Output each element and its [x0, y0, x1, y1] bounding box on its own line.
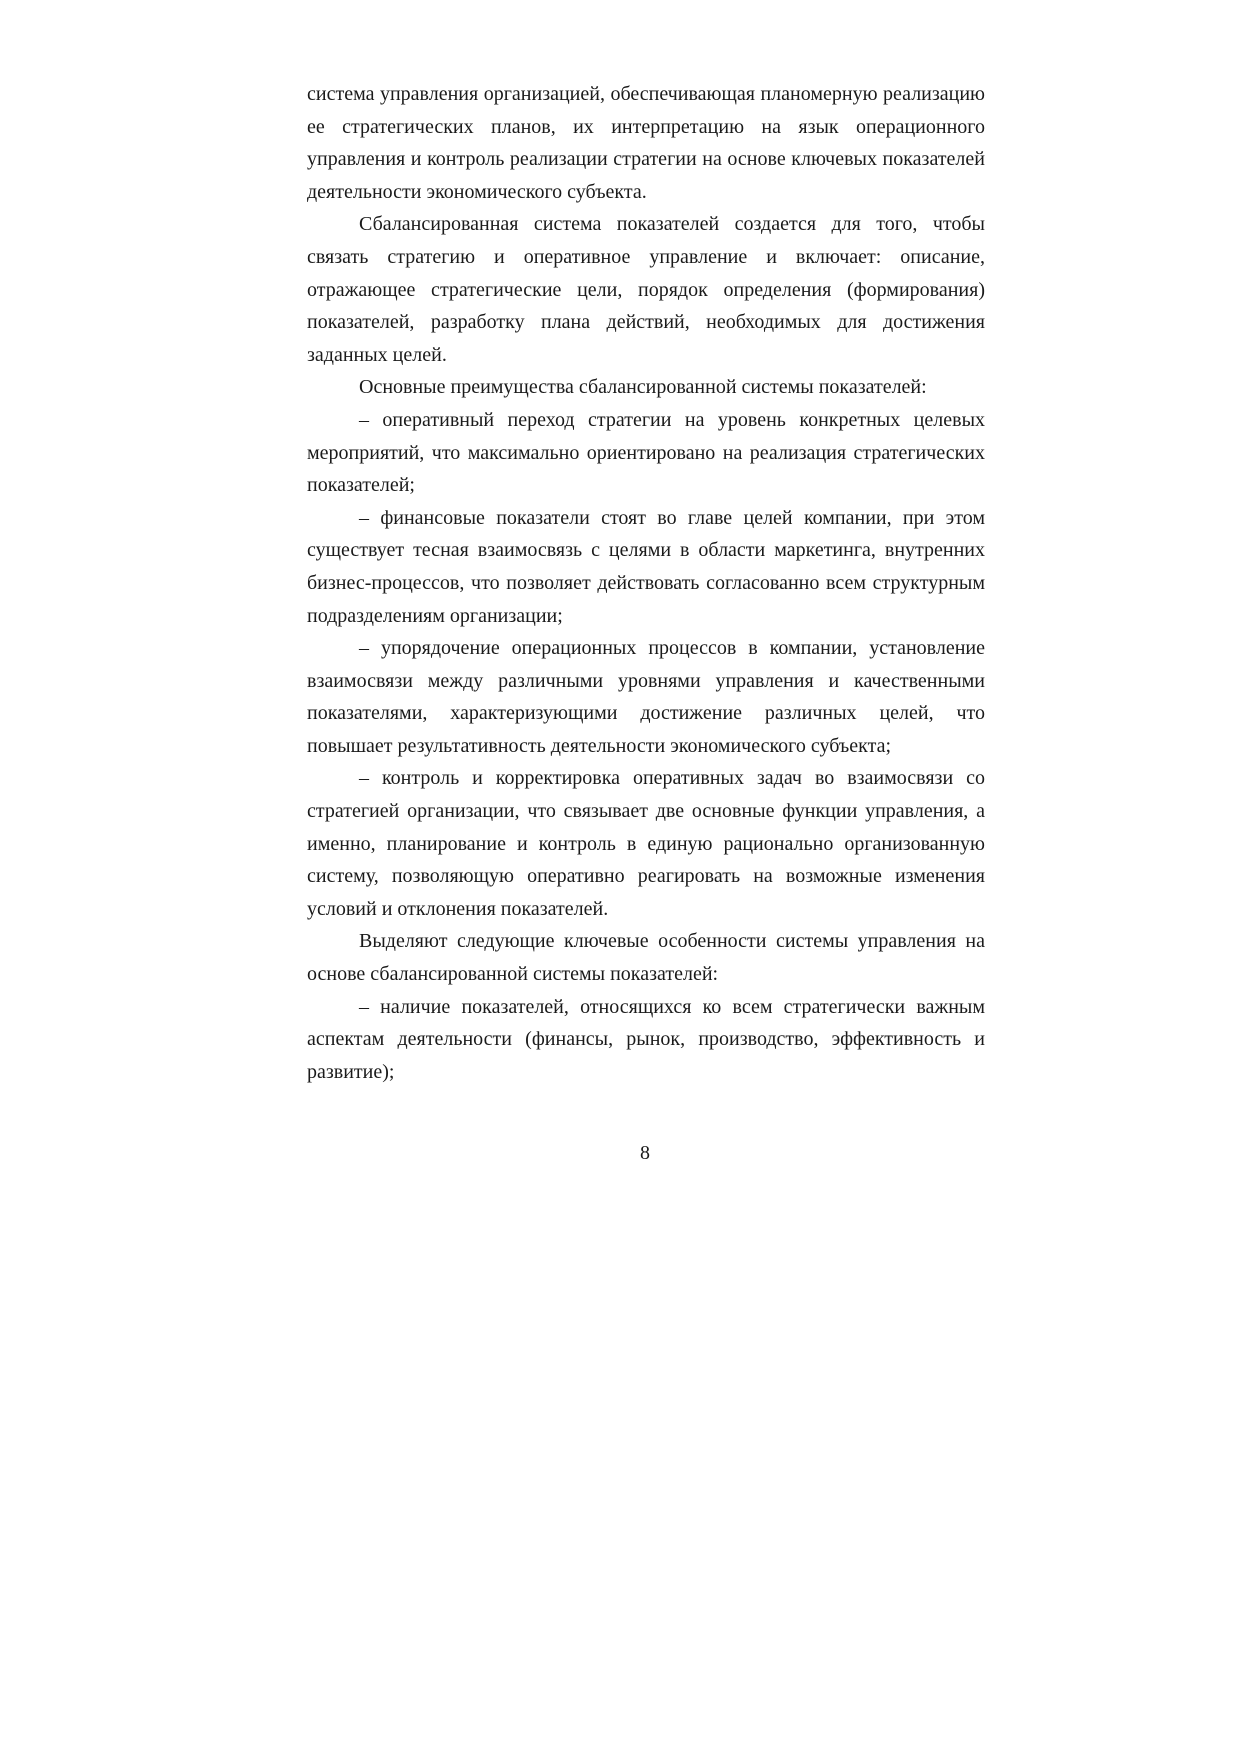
list-item-advantage-2: – финансовые показатели стоят во главе целей компании, при этом существует тесная взаимосвязь с целями в области маркетинга, внутренних бизнес-процессов, что позволяет действовать согласованно всем структурным подразделениям организации; — [307, 506, 985, 627]
paragraph-advantages-heading: Основные преимущества сбалансированной системы показателей: — [359, 376, 927, 399]
list-item-advantage-1: – оперативный переход стратегии на уровень конкретных целевых мероприятий, что максимально ориентировано на реализация стратегических показателей; — [307, 408, 985, 497]
paragraph-bsc-definition: Сбалансированная система показателей создается для того, чтобы связать стратегию и оперативное управление и включает: описание, отражающее стратегические цели, порядок определения (формирования) показателей, разработку плана действий, необходимых для достижения заданных целей. — [307, 213, 985, 366]
list-item-advantage-4: – контроль и корректировка оперативных задач во взаимосвязи со стратегией организации, что связывает две основные функции управления, а именно, планирование и контроль в единую рационально организованную систему, позволяющую оперативно реагировать на возможные изменения условий и отклонения показателей. — [307, 767, 985, 920]
paragraph-features-heading: Выделяют следующие ключевые особенности системы управления на основе сбалансированной системы показателей: — [307, 930, 985, 986]
body-text — [307, 78, 985, 1088]
list-item-advantage-3: – упорядочение операционных процессов в компании, установление взаимосвязи между различными уровнями управления и качественными показателями, характеризующими достижение различных целей, что повышает результативность деятельности экономического субъекта; — [307, 637, 985, 757]
paragraph-continuation: система управления организацией, обеспечивающая планомерную реализацию ее стратегических планов, их интерпретацию на язык операционного управления и контроль реализации стратегии на основе ключевых показателей деятельности экономического субъекта. — [307, 83, 985, 203]
page-number: 8 — [640, 1142, 650, 1164]
list-item-feature-1: – наличие показателей, относящихся ко всем стратегически важным аспектам деятельности (финансы, рынок, производство, эффективность и развитие); — [307, 995, 985, 1083]
